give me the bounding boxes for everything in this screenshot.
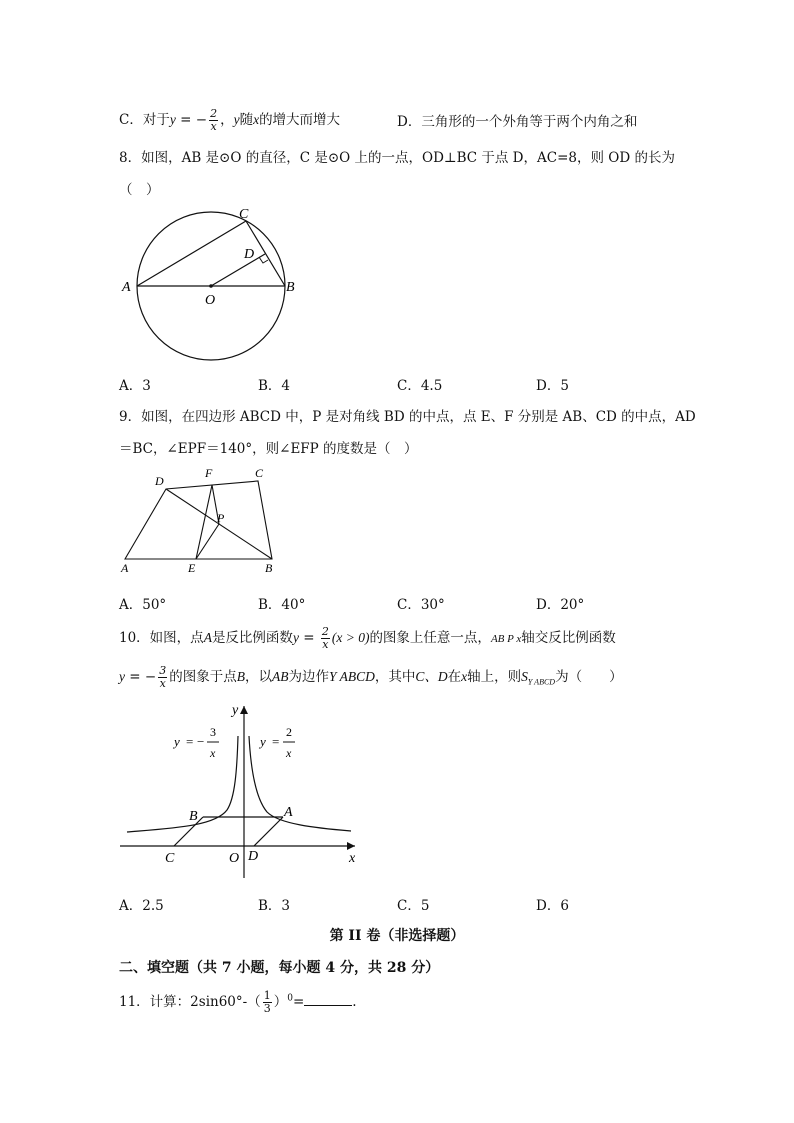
q10-f2-fraction — [158, 665, 167, 690]
q10-cd: C、D — [415, 669, 448, 684]
q10-ab: AB — [271, 669, 289, 684]
q8-center-dot — [209, 284, 213, 288]
q10-text-g: 为边作 — [288, 669, 329, 685]
q7c-num: 2 — [210, 107, 218, 120]
q9-label-c: C — [255, 466, 264, 480]
q8-option-b[interactable]: B．4 — [258, 378, 291, 394]
q10-option-d[interactable]: D．6 — [536, 898, 569, 914]
q8-option-d[interactable]: D．5 — [536, 378, 569, 394]
q10-f2-y: y — [119, 669, 125, 684]
q8-segment-od — [211, 254, 265, 286]
q8-chord-ac — [137, 221, 246, 286]
q10-s-sub: Y ABCD — [527, 677, 556, 687]
q10-label-a: A — [284, 805, 293, 820]
q10-label-c: C — [165, 851, 175, 866]
q10-option-c[interactable]: C．5 — [397, 898, 430, 914]
q8-paren: （ ） — [119, 182, 160, 198]
q10-right-eq-equals: = — [272, 734, 280, 749]
q11-text-b: ） — [273, 994, 288, 1010]
q10-left-eq-minus: − — [197, 734, 205, 749]
q11-num: 1 — [263, 989, 271, 1002]
q9-figure — [115, 462, 285, 577]
q9-label-b: B — [265, 561, 273, 575]
q8-label-o: O — [205, 293, 216, 308]
q10-point-b: B — [236, 669, 245, 684]
q10-figure — [115, 700, 365, 880]
q9-option-d[interactable]: D．20° — [536, 597, 585, 613]
q7c-den: x — [210, 120, 217, 133]
q10-label-b: B — [189, 809, 198, 824]
q10-text-d: 轴交反比例函数 — [521, 630, 616, 646]
q10-x-arrow — [347, 842, 355, 850]
q9-option-c[interactable]: C．30° — [397, 597, 445, 613]
q11-text-c: = — [292, 994, 305, 1010]
q9-label-f: F — [205, 466, 213, 480]
q9-option-b[interactable]: B．40° — [258, 597, 306, 613]
q10-y-arrow — [240, 706, 248, 714]
q10-stem-line2: y = − $\frac{3}{x}$ 的图象于点B，以AB为边作Y ABCD，其中C、D在x轴上，则$S_{Y ABCD}$为（ ） — [119, 664, 623, 690]
q10-text-i: 在 — [447, 669, 462, 685]
q10-text-a: 10．如图，点 — [119, 630, 204, 646]
q9-stem-line1: 9．如图，在四边形 ABCD 中，P 是对角线 BD 的中点，点 E、F 分别是 AB、CD 的中点，AD — [119, 409, 696, 425]
q10-text-f: ，以 — [244, 669, 272, 685]
q10-ab-parallel-x: AB P x — [490, 633, 522, 645]
part2-heading: 二、填空题（共 7 小题，每小题 4 分，共 28 分） — [119, 960, 440, 976]
q10-origin-label: O — [229, 851, 240, 866]
q10-f1-fraction — [321, 626, 330, 651]
q11 — [119, 990, 357, 1015]
q10-s: S — [521, 669, 528, 684]
q7c-comma: ， — [220, 112, 234, 128]
q9-option-a[interactable]: A．50° — [119, 597, 167, 613]
q7c-y2: y — [233, 112, 240, 127]
q11-text-a: 11．计算：2sin60°-（ — [119, 994, 261, 1010]
q10-left-eq-num: 3 — [210, 725, 216, 739]
q8-figure — [115, 200, 305, 370]
q9-label-e: E — [188, 561, 196, 575]
q7c-label: C．对于 — [119, 112, 170, 128]
q9-segment-ef — [196, 485, 212, 559]
q7c-text: 随 — [239, 112, 254, 128]
q10-segment-ad — [254, 817, 283, 846]
q7c-x: x — [253, 112, 260, 127]
q10-f2-num: 3 — [159, 664, 167, 677]
q7c-text2: 的增大而增大 — [259, 112, 341, 128]
q9-stem-line2: ＝BC，∠EPF＝140°，则∠EFP 的度数是（ ） — [119, 441, 418, 457]
q7c-fraction — [209, 108, 218, 133]
q10-f2-minus: − — [144, 669, 157, 685]
q10-f1-cond: (x > 0) — [331, 630, 370, 645]
q11-answer-blank[interactable] — [304, 993, 352, 1006]
q10-text-e: 的图象于点 — [169, 669, 237, 685]
q8-option-a[interactable]: A．3 — [119, 378, 151, 394]
q10-text-k: 为（ ） — [555, 669, 623, 685]
q10-option-b[interactable]: B．3 — [258, 898, 291, 914]
q8-label-a: A — [122, 280, 131, 295]
q10-text-c: 的图象上任意一点， — [369, 630, 491, 646]
q10-text-j: 轴上，则 — [467, 669, 522, 685]
q10-text-h: ，其中 — [374, 669, 416, 685]
q10-stem-line1: 10．如图，点A是反比例函数y = $\frac{2}{x}$ (x > 0)的图象上任意一点，AB P x轴交反比例函数 — [119, 625, 616, 651]
q8-stem: 8．如图，AB 是⊙O 的直径，C 是⊙O 上的一点，OD⊥BC 于点 D，AC=8，则 OD 的长为 — [119, 150, 675, 166]
q8-label-b: B — [286, 280, 295, 295]
q7-option-d: D．三角形的一个外角等于两个内角之和 — [397, 114, 638, 130]
q10-f2-den: x — [159, 677, 166, 690]
q10-text-b: 是反比例函数 — [211, 630, 293, 646]
q10-x-label: x — [349, 851, 356, 866]
q7c-minus: − — [195, 112, 208, 128]
q11-text-d: . — [352, 994, 357, 1010]
q10-parallelogram: Y ABCD — [328, 669, 375, 684]
q7c-eq: = — [180, 112, 192, 128]
q10-y-label: y — [232, 703, 239, 718]
q8-option-c[interactable]: C．4.5 — [397, 378, 443, 394]
q11-fraction — [263, 990, 272, 1015]
q9-label-a: A — [121, 561, 129, 575]
q10-option-a[interactable]: A．2.5 — [119, 898, 164, 914]
q10-f1-num: 2 — [321, 625, 329, 638]
q8-right-angle-mark — [259, 257, 268, 263]
q10-point-a: A — [203, 630, 212, 645]
q11-den: 3 — [263, 1002, 271, 1015]
q10-f1-y: y — [292, 630, 299, 645]
q10-right-eq-den: x — [286, 746, 292, 760]
q9-label-p: P — [217, 511, 225, 525]
q10-x: x — [461, 669, 468, 684]
q9-label-d: D — [155, 474, 164, 488]
q11-exponent: 0 — [287, 993, 293, 1004]
q7c-y: y — [169, 112, 176, 127]
q8-label-d: D — [244, 247, 255, 262]
q10-left-eq-y: y — [174, 734, 180, 749]
q7-option-c — [119, 108, 340, 133]
q10-label-d: D — [248, 849, 259, 864]
q10-left-eq-den: x — [210, 746, 216, 760]
q10-right-eq-y: y — [260, 734, 266, 749]
q10-right-eq-num: 2 — [286, 725, 292, 739]
q10-f1-den: x — [322, 638, 329, 651]
q8-label-c: C — [239, 207, 249, 222]
section-title: 第 II 卷（非选择题） — [329, 928, 465, 944]
q10-left-eq-equals: = — [186, 734, 194, 749]
